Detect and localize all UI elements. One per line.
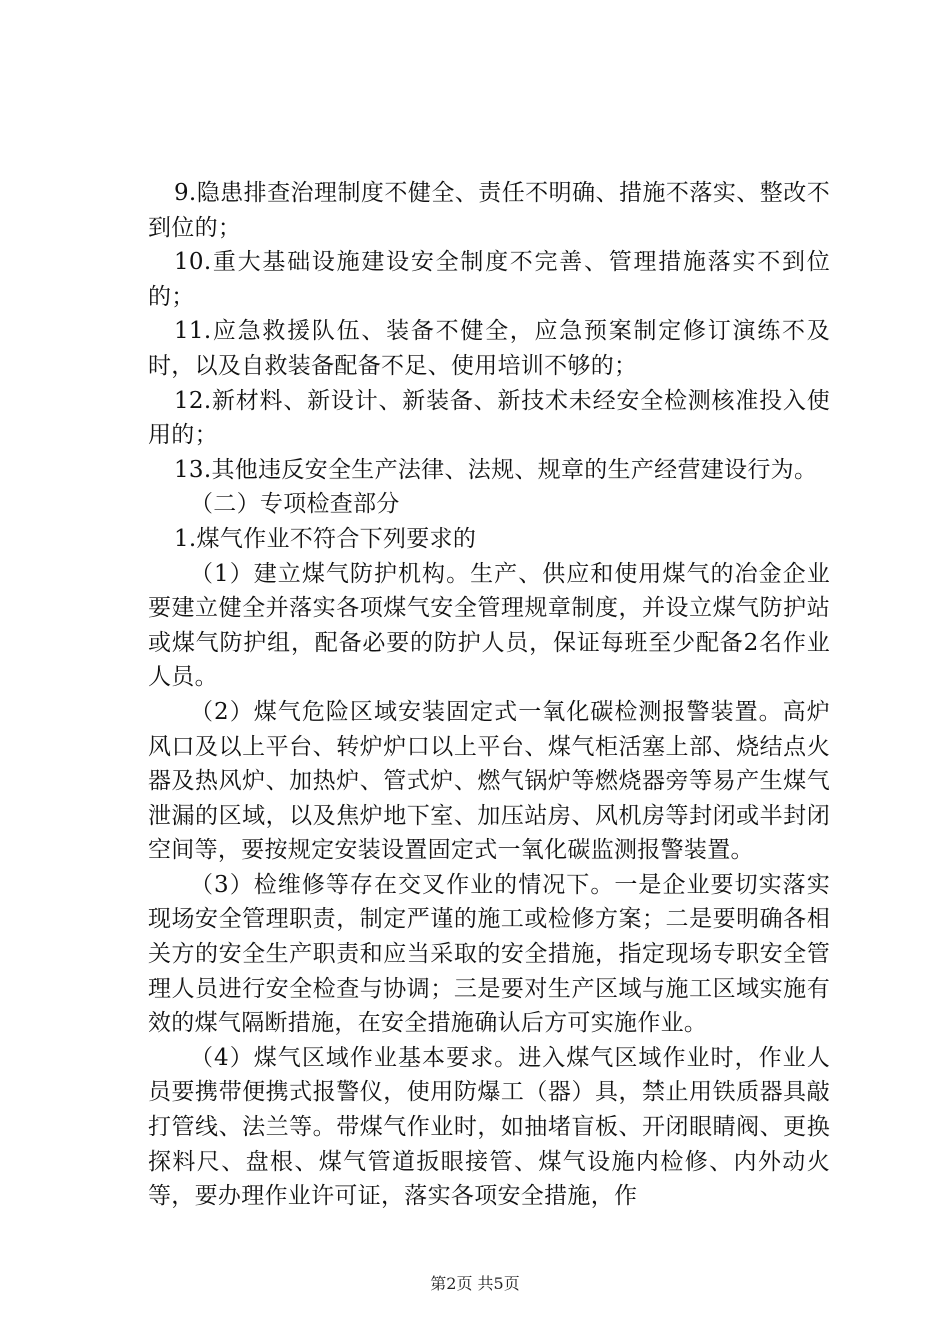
subsection-heading: 1.煤气作业不符合下列要求的: [174, 525, 477, 552]
paragraph-item-13: 13.其他违反安全生产法律、法规、规章的生产经营建设行为。: [174, 456, 818, 483]
document-body: [148, 176, 830, 1214]
requirement-paragraph-1: （1）建立煤气防护机构。生产、供应和使用煤气的冶金企业要建立健全并落实各项煤气安全管理规章制度，并设立煤气防护站或煤气防护组，配备必要的防护人员，保证每班至少配备2名作业人员。: [148, 560, 830, 691]
paragraph-item-12: 12.新材料、新设计、新装备、新技术未经安全检测核准投入使用的；: [148, 387, 830, 449]
paragraph-item-11: 11.应急救援队伍、装备不健全，应急预案制定修订演练不及时，以及自救装备配备不足、使用培训不够的；: [148, 318, 830, 379]
paragraph-item-9: 9.隐患排查治理制度不健全、责任不明确、措施不落实、整改不到位的；: [148, 180, 830, 241]
section-heading: （二）专项检查部分: [190, 491, 400, 518]
requirement-paragraph-3: （3）检维修等存在交叉作业的情况下。一是企业要切实落实现场安全管理职责，制定严谨的施工或检修方案；二是要明确各相关方的安全生产职责和应当采取的安全措施，指定现场专职安全管理人员进行安全检查与协调；三是要对生产区域与施工区域实施有效的煤气隔断措施，在安全措施确认后方可实施作业。: [148, 871, 830, 1037]
paragraph-item-10: 10.重大基础设施建设安全制度不完善、管理措施落实不到位的；: [148, 249, 830, 310]
requirement-paragraph-4: （4）煤气区域作业基本要求。进入煤气区域作业时，作业人员要携带便携式报警仪，使用防爆工（器）具，禁止用铁质器具敲打管线、法兰等。带煤气作业时，如抽堵盲板、开闭眼睛阀、更换探料尺、盘根、煤气管道扳眼接管、煤气设施内检修、内外动火等，要办理作业许可证，落实各项安全措施，作: [148, 1044, 830, 1210]
page-number-footer: 第2页 共5页: [430, 1274, 520, 1293]
requirement-paragraph-2: （2）煤气危险区域安装固定式一氧化碳检测报警装置。高炉风口及以上平台、转炉炉口以上平台、煤气柜活塞上部、烧结点火器及热风炉、加热炉、管式炉、燃气锅炉等燃烧器旁等易产生煤气泄漏的区域，以及焦炉地下室、加压站房、风机房等封闭或半封闭空间等，要按规定安装设置固定式一氧化碳监测报警装置。: [148, 698, 830, 864]
